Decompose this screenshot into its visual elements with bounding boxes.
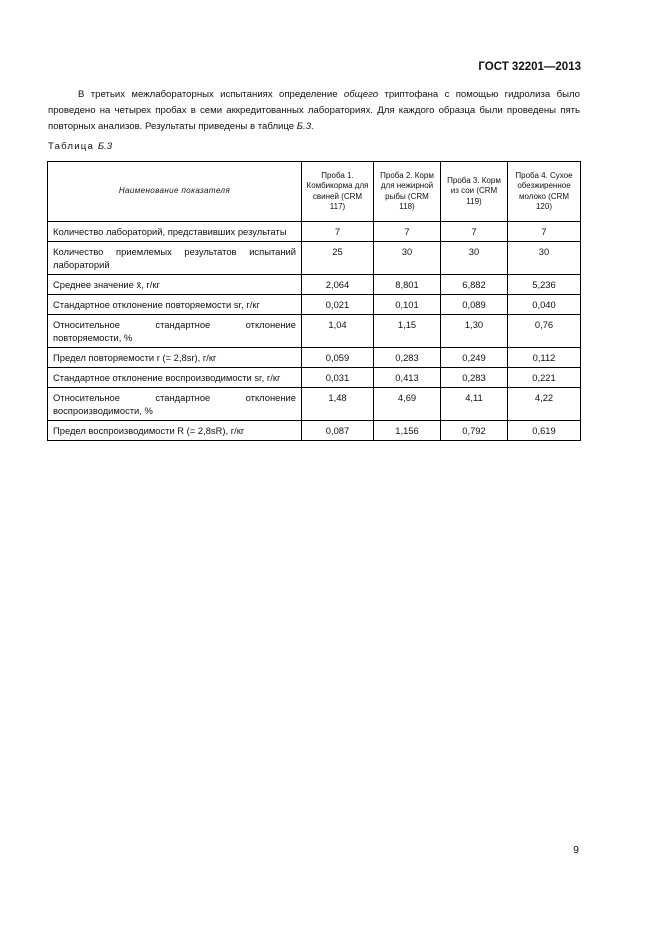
cell-value: 0,76 [508, 315, 581, 348]
cell-value: 30 [441, 242, 508, 275]
table-caption-number: Б.3 [97, 141, 113, 152]
cell-value: 0,283 [441, 368, 508, 388]
results-table [47, 161, 581, 441]
cell-value: 7 [508, 222, 581, 242]
table-row [48, 348, 581, 368]
cell-value: 0,059 [302, 348, 374, 368]
table-row [48, 222, 581, 242]
table-row [48, 388, 581, 421]
row-label: Относительное стандартное отклонение повторяемости, % [48, 315, 302, 348]
cell-value: 7 [302, 222, 374, 242]
cell-value: 4,22 [508, 388, 581, 421]
cell-value: 0,089 [441, 295, 508, 315]
intro-emphasis: общего [343, 89, 379, 100]
row-label: Среднее значение x̄, г/кг [48, 275, 302, 295]
cell-value: 0,619 [508, 421, 581, 441]
header-sample-1: Проба 1. Комбикорма для свиней (CRM 117) [302, 162, 374, 222]
cell-value: 0,031 [302, 368, 374, 388]
cell-value: 0,249 [441, 348, 508, 368]
cell-value: 0,413 [374, 368, 441, 388]
cell-value: 0,792 [441, 421, 508, 441]
row-label: Предел воспроизводимости R (= 2,8sR), г/кг [48, 421, 302, 441]
table-row [48, 242, 581, 275]
cell-value: 0,040 [508, 295, 581, 315]
intro-text-start: В третьих межлабораторных испытаниях определение [78, 89, 344, 100]
cell-value: 4,69 [374, 388, 441, 421]
cell-value: 1,30 [441, 315, 508, 348]
cell-value: 1,15 [374, 315, 441, 348]
cell-value: 0,221 [508, 368, 581, 388]
cell-value: 0,101 [374, 295, 441, 315]
table-row [48, 421, 581, 441]
cell-value: 5,236 [508, 275, 581, 295]
cell-value: 30 [374, 242, 441, 275]
cell-value: 1,04 [302, 315, 374, 348]
cell-value: 7 [441, 222, 508, 242]
table-header-row [48, 162, 581, 222]
header-sample-3: Проба 3. Корм из сои (CRM 119) [441, 162, 508, 222]
page-number: 9 [573, 844, 579, 856]
row-label: Стандартное отклонение воспроизводимости sr, г/кг [48, 368, 302, 388]
cell-value: 4,11 [441, 388, 508, 421]
cell-value: 0,087 [302, 421, 374, 441]
cell-value: 30 [508, 242, 581, 275]
row-label: Количество лабораторий, представивших результаты [48, 222, 302, 242]
row-label: Количество приемлемых результатов испытаний лабораторий [48, 242, 302, 275]
table-row [48, 315, 581, 348]
cell-value: 6,882 [441, 275, 508, 295]
cell-value: 1,156 [374, 421, 441, 441]
intro-table-reference: Б.3 [296, 121, 312, 132]
table-row [48, 295, 581, 315]
cell-value: 7 [374, 222, 441, 242]
cell-value: 0,112 [508, 348, 581, 368]
cell-value: 0,021 [302, 295, 374, 315]
intro-paragraph [48, 87, 580, 135]
cell-value: 8,801 [374, 275, 441, 295]
cell-value: 2,064 [302, 275, 374, 295]
table-row [48, 368, 581, 388]
cell-value: 1,48 [302, 388, 374, 421]
row-label: Стандартное отклонение повторяемости sr, г/кг [48, 295, 302, 315]
table-row [48, 275, 581, 295]
row-label: Относительное стандартное отклонение воспроизводимости, % [48, 388, 302, 421]
cell-value: 25 [302, 242, 374, 275]
header-sample-2: Проба 2. Корм для нежирной рыбы (CRM 118) [374, 162, 441, 222]
intro-text-end: . [311, 121, 314, 132]
cell-value: 0,283 [374, 348, 441, 368]
intro-text-middle: триптофана с помощью гидролиза было проведено на четырех пробах в семи аккредитованных лабораториях. Для каждого образца были проведены пять повторных анализов. Результаты приведены в таблице [48, 89, 581, 132]
table-caption-word: Таблица [48, 141, 98, 152]
document-standard-number: ГОСТ 32201—2013 [478, 61, 581, 73]
header-sample-4: Проба 4. Сухое обезжиренное молоко (CRM 120) [508, 162, 581, 222]
row-label: Предел повторяемости r (= 2,8sr), г/кг [48, 348, 302, 368]
table-caption [48, 141, 112, 152]
header-parameter-name: Наименование показателя [48, 162, 302, 222]
